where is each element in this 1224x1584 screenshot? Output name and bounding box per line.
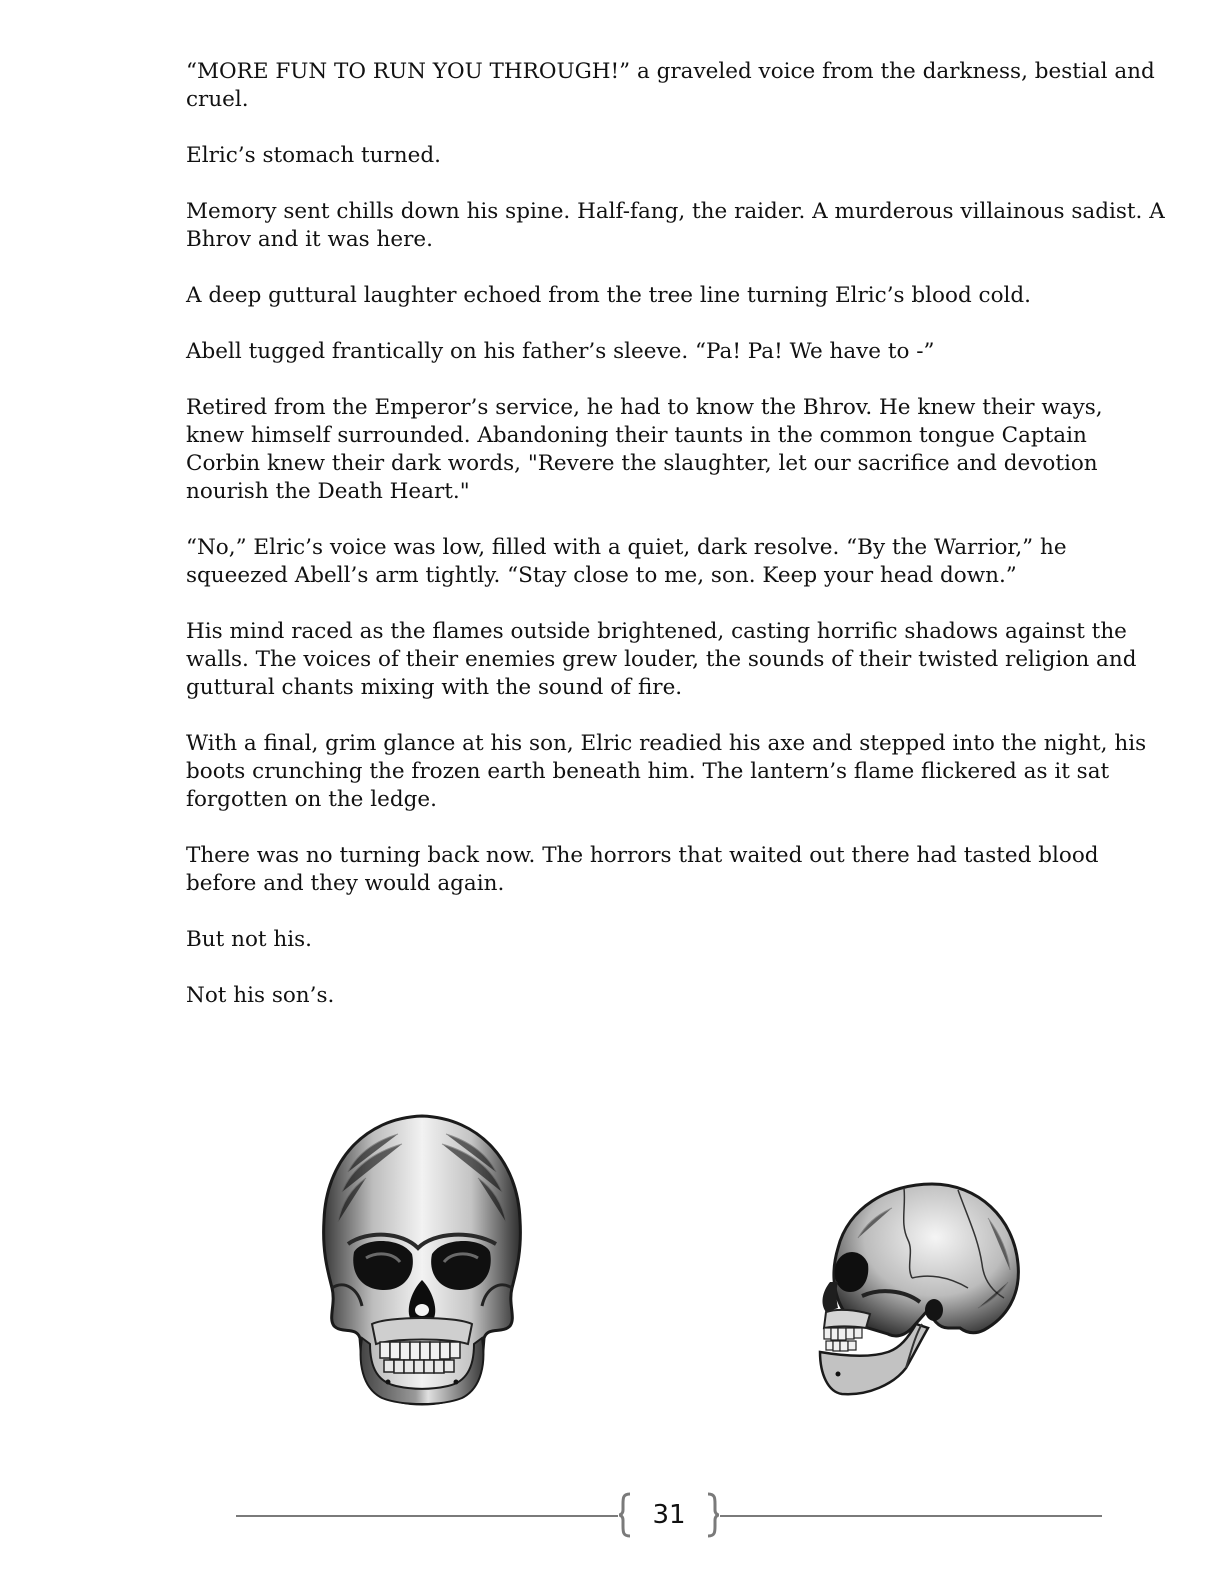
right-brace-icon [706,1492,720,1538]
body-text [186,58,1166,1038]
skull-front-icon [318,1112,526,1408]
paragraph: Abell tugged frantically on his father’s sleeve. “Pa! Pa! We have to -” [186,339,935,364]
left-brace-icon [618,1492,632,1538]
paragraph: Not his son’s. [186,983,335,1008]
footer-rule-left [236,1515,618,1517]
paragraph: Elric’s stomach turned. [186,143,441,168]
page-number: 31 [652,1500,686,1530]
footer-rule-right [720,1515,1102,1517]
skull-side-icon [808,1178,1022,1400]
page-footer [236,1492,1102,1540]
paragraph: Retired from the Emperor’s service, he had to know the Bhrov. He knew their ways, knew himself surrounded. Abandoning their taunts in the common tongue Captain Corbin knew their dark words, "Revere the slaughter, let our sacrifice and devotion nourish the Death Heart." [186,395,1103,504]
paragraph: “MORE FUN TO RUN YOU THROUGH!” a graveled voice from the darkness, bestial and cruel. [186,59,1155,112]
paragraph: But not his. [186,927,312,952]
paragraph: “No,” Elric’s voice was low, filled with a quiet, dark resolve. “By the Warrior,” he squeezed Abell’s arm tightly. “Stay close to me, son. Keep your head down.” [186,535,1067,588]
paragraph: With a final, grim glance at his son, Elric readied his axe and stepped into the night, his boots crunching the frozen earth beneath him. The lantern’s flame flickered as it sat forgotten on the ledge. [186,731,1147,812]
paragraph: There was no turning back now. The horrors that waited out there had tasted blood before and they would again. [186,843,1099,896]
paragraph: A deep guttural laughter echoed from the tree line turning Elric’s blood cold. [186,283,1031,308]
paragraph: His mind raced as the flames outside brightened, casting horrific shadows against the walls. The voices of their enemies grew louder, the sounds of their twisted religion and guttural chants mixing with the sound of fire. [186,619,1137,700]
paragraph: Memory sent chills down his spine. Half-fang, the raider. A murderous villainous sadist. A Bhrov and it was here. [186,199,1165,252]
